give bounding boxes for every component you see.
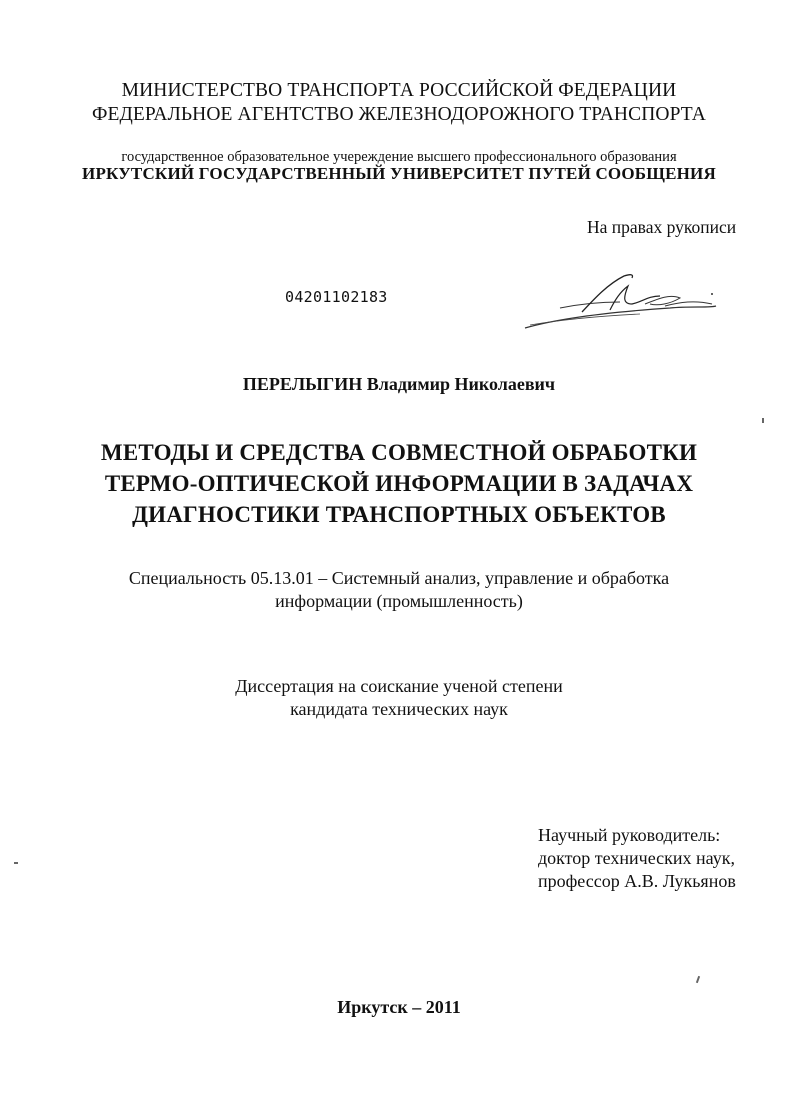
advisor-name: профессор А.В. Лукьянов — [538, 871, 736, 891]
manuscript-note: На правах рукописи — [587, 217, 737, 237]
advisor-degree: доктор технических наук, — [538, 848, 735, 868]
author-name: ПЕРЕЛЫГИН Владимир Николаевич — [242, 374, 556, 394]
thesis-title-line-2: ТЕРМО-ОПТИЧЕСКОЙ ИНФОРМАЦИИ В ЗАДАЧАХ — [104, 471, 694, 496]
advisor-label: Научный руководитель: — [538, 825, 721, 845]
agency-name: ФЕДЕРАЛЬНОЕ АГЕНТСТВО ЖЕЛЕЗНОДОРОЖНОГО ТРАНСПОРТА — [92, 104, 706, 125]
thesis-title-line-1: МЕТОДЫ И СРЕДСТВА СОВМЕСТНОЙ ОБРАБОТКИ — [100, 440, 698, 465]
university-name: ИРКУТСКИЙ ГОСУДАРСТВЕННЫЙ УНИВЕРСИТЕТ ПУТЕЙ СООБЩЕНИЯ — [82, 164, 716, 183]
scan-speck — [14, 862, 18, 864]
thesis-title-line-3: ДИАГНОСТИКИ ТРАНСПОРТНЫХ ОБЪЕКТОВ — [132, 502, 666, 527]
city-year: Иркутск – 2011 — [337, 997, 461, 1017]
institution-type: государственное образовательное учереждение высшего профессионального образования — [121, 149, 677, 165]
specialty-line-1: Специальность 05.13.01 – Системный анализ, управление и обработка — [128, 568, 670, 588]
degree-line-2: кандидата технических наук — [290, 699, 508, 719]
scan-speck — [762, 418, 764, 423]
ministry-name: МИНИСТЕРСТВО ТРАНСПОРТА РОССИЙСКОЙ ФЕДЕРАЦИИ — [121, 80, 677, 101]
specialty-line-2: информации (промышленность) — [275, 591, 523, 611]
degree-line-1: Диссертация на соискание ученой степени — [235, 676, 563, 696]
signature-image — [520, 268, 720, 334]
registration-code: 04201102183 — [285, 288, 388, 306]
scan-speck — [696, 976, 700, 983]
